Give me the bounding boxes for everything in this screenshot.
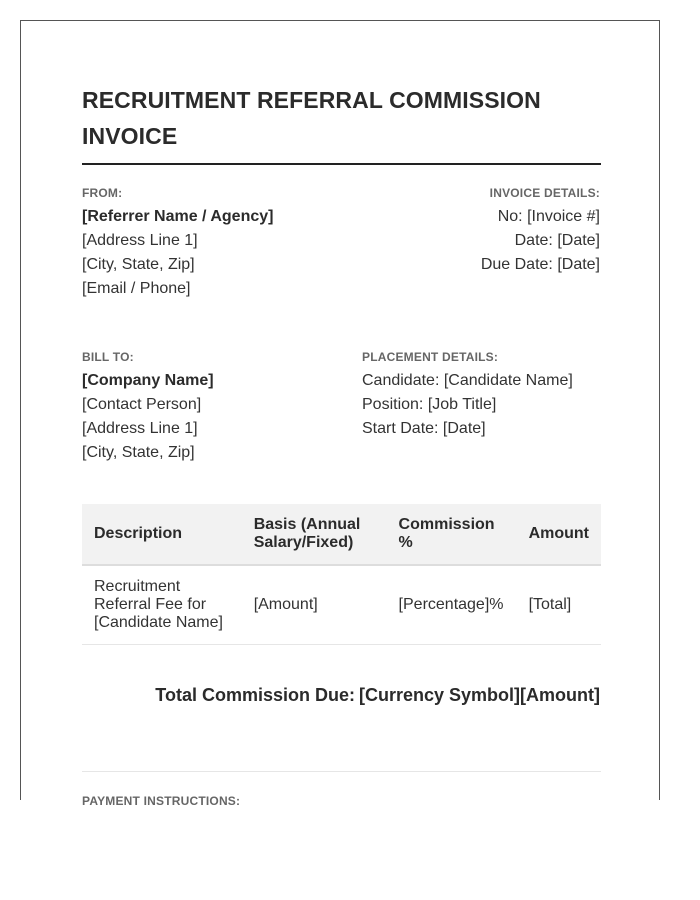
invoice-page — [20, 20, 660, 808]
column-header-description: Description — [82, 504, 242, 565]
invoice-details-label: INVOICE DETAILS: — [489, 186, 600, 200]
placement-details-section — [362, 349, 622, 441]
placement-start-date: Start Date: [Date] — [362, 420, 486, 437]
from-section — [82, 185, 342, 301]
bill-to-label: BILL TO: — [82, 350, 134, 364]
invoice-details-section — [340, 185, 600, 277]
from-label: FROM: — [82, 186, 123, 200]
column-header-basis: Basis (Annual Salary/Fixed) — [242, 504, 387, 565]
placement-position: Position: [Job Title] — [362, 396, 497, 413]
referrer-name: [Referrer Name / Agency] — [82, 208, 274, 225]
title-divider — [82, 163, 601, 165]
invoice-due-date: Due Date: [Date] — [480, 256, 600, 273]
cell-amount: [Total] — [517, 565, 601, 645]
invoice-date: Date: [Date] — [514, 232, 600, 249]
company-address: [Address Line 1] — [82, 420, 198, 437]
bill-to-section — [82, 349, 342, 465]
invoice-number: No: [Invoice #] — [497, 208, 600, 225]
page-title: RECRUITMENT REFERRAL COMMISSION INVOICE — [82, 87, 541, 149]
contact-person: [Contact Person] — [82, 396, 202, 413]
referrer-address: [Address Line 1] — [82, 232, 198, 249]
total-label: Total Commission Due: — [155, 685, 355, 705]
payment-instructions-label: PAYMENT INSTRUCTIONS: — [82, 794, 241, 808]
total-value: [Currency Symbol][Amount] — [358, 685, 600, 705]
placement-candidate: Candidate: [Candidate Name] — [362, 372, 573, 389]
placement-details-label: PLACEMENT DETAILS: — [362, 350, 499, 364]
column-header-amount: Amount — [517, 504, 601, 565]
table-row — [82, 565, 601, 645]
commission-table — [82, 504, 601, 645]
column-header-commission: Commission % — [387, 504, 517, 565]
company-city: [City, State, Zip] — [82, 444, 195, 461]
total-commission — [151, 685, 600, 706]
cell-basis: [Amount] — [242, 565, 387, 645]
cell-description: Recruitment Referral Fee for [Candidate Name] — [82, 565, 242, 645]
referrer-contact: [Email / Phone] — [82, 280, 191, 297]
company-name: [Company Name] — [82, 372, 214, 389]
referrer-city: [City, State, Zip] — [82, 256, 195, 273]
table-header-row — [82, 504, 601, 565]
cell-commission: [Percentage]% — [387, 565, 517, 645]
section-divider — [82, 771, 601, 772]
